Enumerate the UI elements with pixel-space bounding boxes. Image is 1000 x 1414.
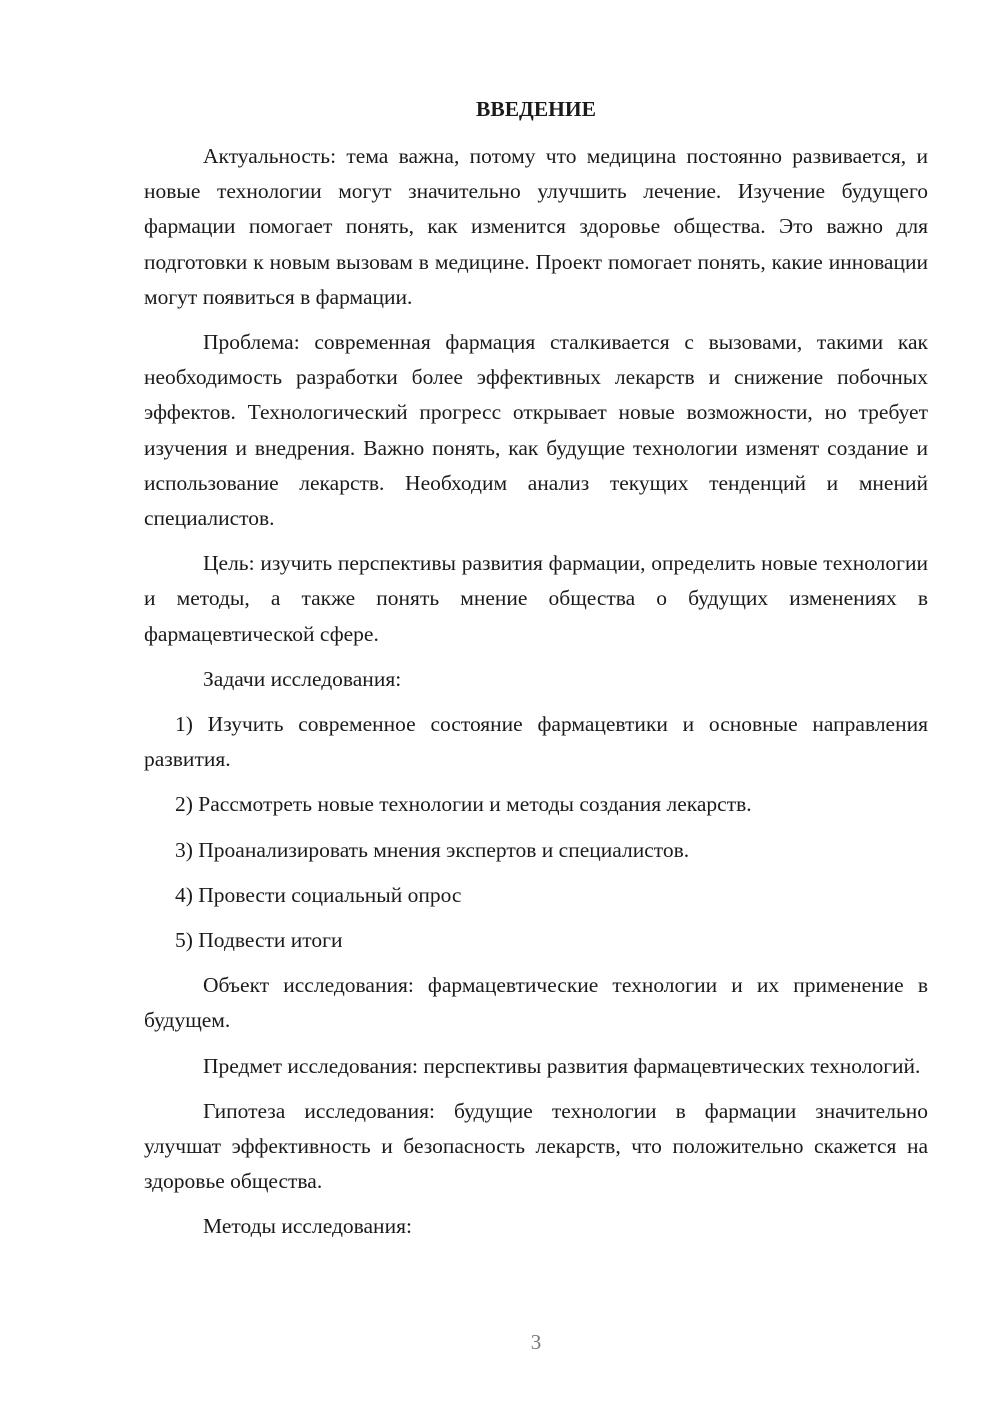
task-item-2: 2) Рассмотреть новые технологии и методы создания лекарств.: [175, 792, 752, 817]
task-item-1: 1) Изучить современное состояние фармацевтики и основные направления развития.: [144, 712, 928, 772]
goal-paragraph: Цель: изучить перспективы развития фармации, определить новые технологии и методы, а также понять мнение общества о будущих изменениях в фармацевтической сфере.: [144, 551, 928, 646]
page-number: 3: [530, 1330, 542, 1354]
document-body: [144, 92, 928, 1255]
task-item-4: 4) Провести социальный опрос: [175, 882, 462, 907]
subject-paragraph: Предмет исследования: перспективы развития фармацевтических технологий.: [203, 1053, 921, 1078]
hypothesis-paragraph: Гипотеза исследования: будущие технологии в фармации значительно улучшат эффективность и безопасность лекарств, что положительно скажется на здоровье общества.: [144, 1098, 928, 1194]
problem-paragraph: Проблема: современная фармация сталкивается с вызовами, такими как необходимость разработки более эффективных лекарств и снижение побочных эффектов. Технологический прогресс открывает новые возможности, но требует изучения и внедрения. Важно понять, как будущие технологии изменят создание и использование лекарств. Необходим анализ текущих тенденций и мнений специалистов.: [144, 330, 928, 531]
tasks-heading: Задачи исследования:: [203, 666, 402, 691]
task-item-3: 3) Проанализировать мнения экспертов и специалистов.: [175, 837, 690, 862]
tasks-list: [144, 707, 928, 958]
object-paragraph: Объект исследования: фармацевтические технологии и их применение в будущем.: [144, 973, 928, 1033]
task-item-5: 5) Подвести итоги: [175, 928, 343, 953]
relevance-paragraph: Актуальность: тема важна, потому что медицина постоянно развивается, и новые технологии могут значительно улучшить лечение. Изучение будущего фармации помогает понять, как изменится здоровье общества. Это важно для подготовки к новым вызовам в медицине. Проект помогает понять, какие инновации могут появиться в фармации.: [144, 144, 928, 309]
methods-heading: Методы исследования:: [203, 1214, 412, 1239]
section-heading: ВВЕДЕНИЕ: [476, 97, 596, 121]
